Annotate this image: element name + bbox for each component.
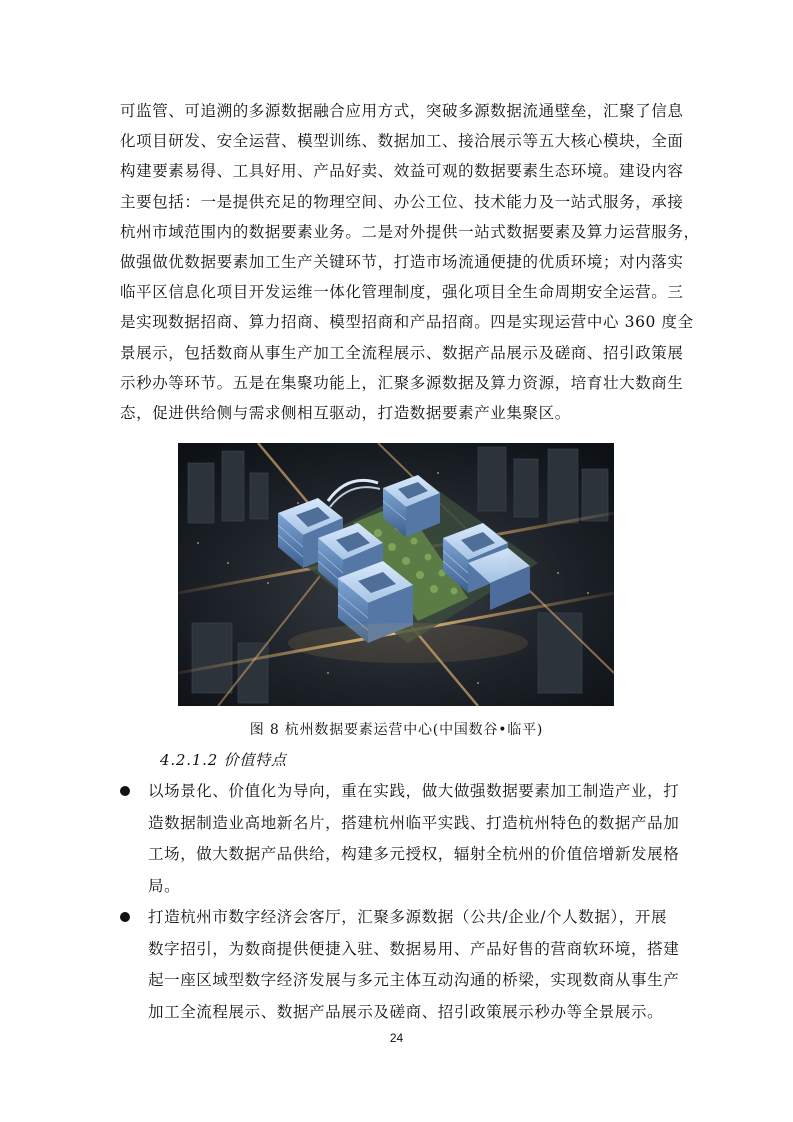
paragraph-line: 可监管、可追溯的多源数据融合应用方式，突破多源数据流通壁垒，汇聚了信息: [120, 102, 684, 120]
paragraph-line: 示秒办等环节。五是在集聚功能上，汇聚多源数据及算力资源，培育壮大数商生: [120, 373, 684, 392]
bullet-line: 加工全流程展示、数据产品展示及磋商、招引政策展示秒办等全景展示。: [148, 1002, 664, 1021]
paragraph-line: 景展示，包括数商从事生产加工全流程展示、数据产品展示及磋商、招引政策展: [120, 343, 684, 362]
intro-paragraph: [120, 96, 700, 428]
page-number: 24: [389, 1031, 404, 1045]
bullet-line: 以场景化、价值化为导向，重在实践，做大做强数据要素加工制造产业，打: [148, 782, 680, 800]
paragraph-line: 化项目研发、安全运营、模型训练、数据加工、接洽展示等五大核心模块，全面: [120, 132, 684, 151]
bullet-line: 起一座区域型数字经济发展与多元主体互动沟通的桥梁，实现数商从事生产: [148, 971, 680, 989]
figure-caption: 图 8 杭州数据要素运营中心(中国数谷•临平): [249, 722, 544, 738]
paragraph-line: 态，促进供给侧与需求侧相互驱动，打造数据要素产业集聚区。: [120, 404, 571, 423]
bullet-line: 数字招引，为数商提供便捷入驻、数据易用、产品好售的营商软环境，搭建: [148, 939, 680, 958]
paragraph-line: 杭州市域范围内的数据要素业务。二是对外提供一站式数据要素及算力运营服务，: [120, 222, 700, 241]
paragraph-line: 做强做优数据要素加工生产关键环节，打造市场流通便捷的优质环境；对内落实: [120, 253, 684, 272]
bullet-line: 工场，做大数据产品供给，构建多元授权，辐射全杭州的价值倍增新发展格: [148, 845, 680, 863]
paragraph-line: 是实现数据招商、算力招商、模型招商和产品招商。四是实现运营中心 360 度全: [120, 313, 694, 332]
building-aerial-photo: [178, 443, 614, 706]
paragraph-line: 构建要素易得、工具好用、产品好卖、效益可观的数据要素生态环境。建设内容: [120, 162, 684, 181]
section-heading: 4.2.1.2 价值特点: [160, 751, 287, 769]
bullet-line: 打造杭州市数字经济会客厅，汇聚多源数据（公共/企业/个人数据），开展: [148, 908, 668, 926]
bullet-line: 造数据制造业高地新名片，搭建杭州临平实践、打造杭州特色的数据产品加: [148, 813, 680, 832]
paragraph-line: 主要包括：一是提供充足的物理空间、办公工位、技术能力及一站式服务，承接: [120, 192, 684, 211]
bullet-line: 局。: [148, 876, 181, 895]
bullet-icon: [120, 912, 130, 922]
bullet-text: [148, 902, 690, 1028]
bullet-icon: [120, 786, 130, 796]
bullet-text: [148, 776, 690, 902]
paragraph-line: 临平区信息化项目开发运维一体化管理制度，强化项目全生命周期安全运营。三: [120, 283, 684, 302]
